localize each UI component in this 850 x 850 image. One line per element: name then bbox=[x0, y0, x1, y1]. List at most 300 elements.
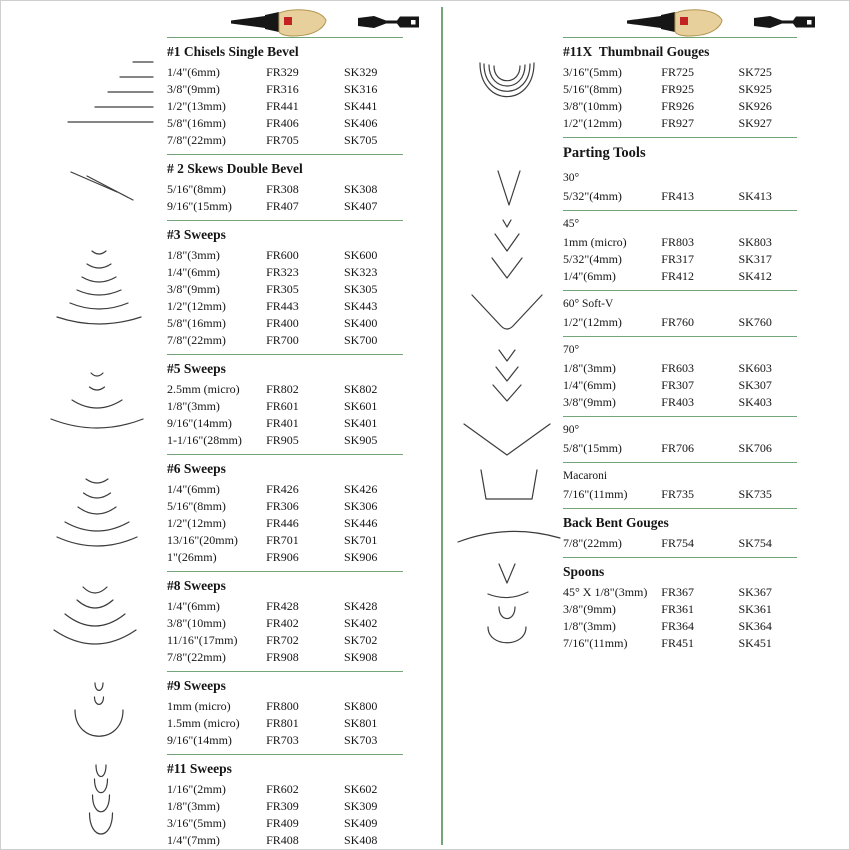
table-row bbox=[167, 247, 403, 264]
sk-code: SK307 bbox=[738, 378, 772, 392]
sk-code: SK364 bbox=[738, 619, 772, 633]
subsection-title: 60° Soft-V bbox=[563, 298, 614, 310]
table-row bbox=[563, 314, 797, 331]
section-title: #1 Chisels Single Bevel bbox=[167, 44, 299, 59]
fr-code: FR803 bbox=[661, 235, 694, 249]
section-table bbox=[563, 210, 797, 290]
sk-code: SK600 bbox=[343, 248, 378, 262]
sk-code: SK800 bbox=[343, 699, 378, 713]
sk-code: SK406 bbox=[343, 116, 378, 130]
table-row bbox=[563, 234, 797, 251]
fr-code: FR408 bbox=[266, 833, 299, 847]
sk-code: SK409 bbox=[343, 816, 378, 830]
table-row bbox=[167, 81, 403, 98]
size-cell: 5/16"(8mm) bbox=[563, 82, 622, 96]
fr-code: FR323 bbox=[266, 265, 299, 279]
fr-code: FR426 bbox=[266, 482, 299, 496]
table-row bbox=[563, 535, 797, 552]
subsection-title: Macaroni bbox=[563, 470, 608, 482]
fr-code: FR317 bbox=[661, 252, 694, 266]
size-cell: 1/4"(6mm) bbox=[167, 265, 220, 279]
table-row bbox=[167, 498, 403, 515]
fr-code: FR329 bbox=[266, 65, 299, 79]
section-title: # 2 Skews Double Bevel bbox=[167, 161, 303, 176]
table-row bbox=[167, 381, 403, 398]
fr-code: FR705 bbox=[266, 133, 299, 147]
size-cell: 3/16"(5mm) bbox=[167, 816, 226, 830]
table-row bbox=[167, 432, 403, 449]
sk-code: SK927 bbox=[738, 116, 772, 130]
catalog-section bbox=[31, 671, 403, 754]
sk-code: SK760 bbox=[738, 315, 772, 329]
section-row bbox=[451, 462, 797, 508]
subsection-title: 30° bbox=[563, 172, 580, 184]
fr-code: FR706 bbox=[661, 441, 694, 455]
sk-code: SK402 bbox=[343, 616, 378, 630]
table-row bbox=[167, 181, 403, 198]
sk-code: SK306 bbox=[343, 499, 378, 513]
sweeps8-icon bbox=[31, 571, 167, 671]
size-cell: 9/16"(15mm) bbox=[167, 199, 232, 213]
sk-code: SK925 bbox=[738, 82, 772, 96]
size-cell: 13/16"(20mm) bbox=[167, 533, 238, 547]
size-cell: 1/2"(12mm) bbox=[167, 516, 226, 530]
sweeps3-icon bbox=[31, 220, 167, 354]
table-row bbox=[167, 515, 403, 532]
sk-code: SK754 bbox=[738, 536, 772, 550]
section-table bbox=[563, 37, 797, 137]
section-row bbox=[451, 557, 797, 657]
section-row bbox=[451, 290, 797, 336]
table-row bbox=[563, 618, 797, 635]
fr-code: FR407 bbox=[266, 199, 299, 213]
catalog-section bbox=[31, 754, 403, 850]
backbent-icon bbox=[451, 508, 563, 557]
table-row bbox=[167, 549, 403, 566]
fr-code: FR800 bbox=[266, 699, 299, 713]
size-cell: 7/16"(11mm) bbox=[563, 636, 628, 650]
section-table bbox=[167, 220, 403, 354]
table-row bbox=[167, 332, 403, 349]
sk-code: SK703 bbox=[343, 733, 378, 747]
section-title: #5 Sweeps bbox=[167, 361, 226, 376]
sweeps6-icon bbox=[31, 454, 167, 571]
table-row bbox=[167, 281, 403, 298]
size-cell: 45° X 1/8"(3mm) bbox=[563, 585, 648, 599]
table-row bbox=[167, 598, 403, 615]
section-row bbox=[451, 37, 797, 137]
section-table bbox=[167, 754, 403, 850]
size-cell: 1/8"(3mm) bbox=[167, 799, 220, 813]
fr-code: FR602 bbox=[266, 782, 299, 796]
sk-code: SK603 bbox=[738, 361, 772, 375]
sk-code: SK802 bbox=[343, 382, 378, 396]
sk-code: SK408 bbox=[343, 833, 378, 847]
sk-code: SK443 bbox=[343, 299, 378, 313]
palm-tool-icon bbox=[229, 7, 329, 37]
size-cell: 1/4"(6mm) bbox=[167, 482, 220, 496]
section-table bbox=[167, 454, 403, 571]
gouges11x-icon bbox=[451, 37, 563, 137]
size-cell: 7/8"(22mm) bbox=[167, 133, 226, 147]
size-cell: 9/16"(14mm) bbox=[167, 416, 232, 430]
section-table bbox=[563, 508, 797, 557]
sk-code: SK451 bbox=[738, 636, 772, 650]
fr-code: FR601 bbox=[266, 399, 299, 413]
fr-code: FR409 bbox=[266, 816, 299, 830]
section-table bbox=[167, 671, 403, 754]
sk-code: SK323 bbox=[343, 265, 378, 279]
size-cell: 3/8"(10mm) bbox=[167, 616, 226, 630]
sk-code: SK309 bbox=[343, 799, 378, 813]
section-table bbox=[563, 137, 797, 165]
sk-code: SK401 bbox=[343, 416, 378, 430]
section-table bbox=[563, 557, 797, 657]
header-tools bbox=[563, 7, 817, 37]
section-row bbox=[31, 671, 403, 754]
sk-code: SK725 bbox=[738, 65, 772, 79]
sk-code: SK446 bbox=[343, 516, 378, 530]
catalog-section bbox=[451, 557, 797, 657]
table-row bbox=[167, 815, 403, 832]
catalog-section bbox=[451, 508, 797, 557]
section-table bbox=[563, 416, 797, 462]
catalog-section bbox=[451, 137, 797, 508]
sk-code: SK367 bbox=[738, 585, 772, 599]
size-cell: 5/16"(8mm) bbox=[167, 182, 226, 196]
size-cell: 1/4"(6mm) bbox=[167, 65, 220, 79]
sk-code: SK905 bbox=[343, 433, 378, 447]
table-row bbox=[167, 132, 403, 149]
fr-code: FR441 bbox=[266, 99, 299, 113]
table-row bbox=[563, 115, 797, 132]
fr-code: FR307 bbox=[661, 378, 694, 392]
section-row bbox=[451, 137, 797, 165]
v90-icon bbox=[451, 416, 563, 462]
size-cell: 7/8"(22mm) bbox=[563, 536, 622, 550]
sk-code: SK400 bbox=[343, 316, 378, 330]
sk-code: SK317 bbox=[738, 252, 772, 266]
table-row bbox=[563, 188, 797, 205]
fr-code: FR451 bbox=[661, 636, 694, 650]
section-title: #9 Sweeps bbox=[167, 678, 226, 693]
table-row bbox=[167, 264, 403, 281]
table-row bbox=[563, 601, 797, 618]
section-table bbox=[167, 571, 403, 671]
sk-code: SK308 bbox=[343, 182, 378, 196]
fr-code: FR401 bbox=[266, 416, 299, 430]
sk-code: SK426 bbox=[343, 482, 378, 496]
table-row bbox=[167, 198, 403, 215]
left-sections bbox=[31, 37, 403, 850]
fr-code: FR905 bbox=[266, 433, 299, 447]
section-row bbox=[31, 154, 403, 220]
table-row bbox=[167, 415, 403, 432]
fr-code: FR603 bbox=[661, 361, 694, 375]
size-cell: 5/32"(4mm) bbox=[563, 189, 622, 203]
fr-code: FR428 bbox=[266, 599, 299, 613]
sweeps9-icon bbox=[31, 671, 167, 754]
size-cell: 5/32"(4mm) bbox=[563, 252, 622, 266]
subsection-title: 45° bbox=[563, 218, 580, 230]
table-row bbox=[167, 64, 403, 81]
table-row bbox=[167, 781, 403, 798]
right-sections bbox=[451, 37, 797, 657]
size-cell: 1-1/16"(28mm) bbox=[167, 433, 242, 447]
sk-code: SK407 bbox=[343, 199, 378, 213]
size-cell: 3/8"(9mm) bbox=[167, 282, 220, 296]
fr-code: FR403 bbox=[661, 395, 694, 409]
size-cell: 1mm (micro) bbox=[563, 235, 627, 249]
sk-code: SK403 bbox=[738, 395, 772, 409]
spoons-icon bbox=[451, 557, 563, 657]
sk-code: SK441 bbox=[343, 99, 378, 113]
size-cell: 7/8"(22mm) bbox=[167, 333, 226, 347]
section-title: #3 Sweeps bbox=[167, 227, 226, 242]
size-cell: 5/16"(8mm) bbox=[167, 499, 226, 513]
chisels-icon bbox=[31, 37, 167, 154]
section-row bbox=[451, 210, 797, 290]
size-cell: 7/8"(22mm) bbox=[167, 650, 226, 664]
catalog-section bbox=[31, 37, 403, 154]
section-table bbox=[563, 336, 797, 416]
table-row bbox=[167, 532, 403, 549]
section-row bbox=[31, 354, 403, 454]
table-row bbox=[563, 98, 797, 115]
fr-code: FR906 bbox=[266, 550, 299, 564]
section-row bbox=[451, 508, 797, 557]
fr-code: FR908 bbox=[266, 650, 299, 664]
sk-code: SK926 bbox=[738, 99, 772, 113]
fr-code: FR367 bbox=[661, 585, 694, 599]
table-row bbox=[167, 615, 403, 632]
sk-code: SK906 bbox=[343, 550, 378, 564]
sk-code: SK801 bbox=[343, 716, 378, 730]
fr-code: FR309 bbox=[266, 799, 299, 813]
section-row bbox=[31, 37, 403, 154]
fr-code: FR600 bbox=[266, 248, 299, 262]
section-title: #8 Sweeps bbox=[167, 578, 226, 593]
table-row bbox=[563, 268, 797, 285]
fr-code: FR412 bbox=[661, 269, 694, 283]
table-row bbox=[563, 377, 797, 394]
fr-code: FR306 bbox=[266, 499, 299, 513]
skews-icon bbox=[31, 154, 167, 220]
v30-icon bbox=[451, 165, 563, 210]
fr-code: FR400 bbox=[266, 316, 299, 330]
catalog-section bbox=[31, 354, 403, 454]
subsection-title: 90° bbox=[563, 424, 580, 436]
table-row bbox=[167, 398, 403, 415]
right-column-header bbox=[451, 7, 797, 37]
size-cell: 1/4"(7mm) bbox=[167, 833, 220, 847]
fr-code: FR308 bbox=[266, 182, 299, 196]
catalog-section bbox=[31, 454, 403, 571]
sk-code: SK700 bbox=[343, 333, 378, 347]
size-cell: 1/16"(2mm) bbox=[167, 782, 226, 796]
fr-code: FR801 bbox=[266, 716, 299, 730]
fr-code: FR703 bbox=[266, 733, 299, 747]
table-row bbox=[167, 649, 403, 666]
table-row bbox=[167, 481, 403, 498]
left-column-header bbox=[31, 7, 403, 37]
fr-code: FR305 bbox=[266, 282, 299, 296]
columns-wrapper bbox=[1, 1, 849, 850]
fr-code: FR927 bbox=[661, 116, 694, 130]
table-row bbox=[563, 360, 797, 377]
table-row bbox=[167, 315, 403, 332]
size-cell: 5/8"(15mm) bbox=[563, 441, 622, 455]
section-title: #11X Thumbnail Gouges bbox=[563, 44, 710, 59]
interchangeable-blade-icon bbox=[357, 13, 421, 31]
fr-code: FR926 bbox=[661, 99, 694, 113]
size-cell: 3/8"(9mm) bbox=[167, 82, 220, 96]
fr-code: FR446 bbox=[266, 516, 299, 530]
section-row bbox=[451, 416, 797, 462]
v45-icon bbox=[451, 210, 563, 290]
macaroni-icon bbox=[451, 462, 563, 508]
table-row bbox=[167, 715, 403, 732]
table-row bbox=[563, 584, 797, 601]
size-cell: 1/4"(6mm) bbox=[563, 269, 616, 283]
table-row bbox=[563, 486, 797, 503]
sk-code: SK329 bbox=[343, 65, 378, 79]
header-tools bbox=[167, 7, 421, 37]
sk-code: SK702 bbox=[343, 633, 378, 647]
fr-code: FR402 bbox=[266, 616, 299, 630]
sweeps11-icon bbox=[31, 754, 167, 850]
section-row bbox=[31, 454, 403, 571]
sk-code: SK735 bbox=[738, 487, 772, 501]
sk-code: SK908 bbox=[343, 650, 378, 664]
sk-code: SK305 bbox=[343, 282, 378, 296]
section-table bbox=[563, 462, 797, 508]
sweeps5-icon bbox=[31, 354, 167, 454]
fr-code: FR725 bbox=[661, 65, 694, 79]
table-row bbox=[563, 251, 797, 268]
table-row bbox=[167, 832, 403, 849]
catalog-section bbox=[451, 37, 797, 137]
size-cell: 1.5mm (micro) bbox=[167, 716, 240, 730]
column-divider bbox=[441, 7, 443, 845]
sk-code: SK706 bbox=[738, 441, 772, 455]
table-row bbox=[167, 698, 403, 715]
size-cell: 7/16"(11mm) bbox=[563, 487, 628, 501]
size-cell: 1/8"(3mm) bbox=[563, 619, 616, 633]
sk-code: SK601 bbox=[343, 399, 378, 413]
fr-code: FR760 bbox=[661, 315, 694, 329]
table-row bbox=[167, 798, 403, 815]
size-cell: 1/2"(12mm) bbox=[563, 315, 622, 329]
size-cell: 3/16"(5mm) bbox=[563, 65, 622, 79]
size-cell: 2.5mm (micro) bbox=[167, 382, 240, 396]
sk-code: SK803 bbox=[738, 235, 772, 249]
section-title: #6 Sweeps bbox=[167, 461, 226, 476]
table-row bbox=[563, 64, 797, 81]
size-cell: 1/8"(3mm) bbox=[167, 399, 220, 413]
table-row bbox=[563, 394, 797, 411]
fr-code: FR754 bbox=[661, 536, 694, 550]
size-cell: 3/8"(9mm) bbox=[563, 395, 616, 409]
sk-code: SK361 bbox=[738, 602, 772, 616]
subsection-title: 70° bbox=[563, 344, 580, 356]
section-title: Parting Tools bbox=[563, 145, 646, 161]
catalog-section bbox=[31, 571, 403, 671]
section-row bbox=[451, 336, 797, 416]
interchangeable-blade-icon bbox=[753, 13, 817, 31]
size-cell: 1/8"(3mm) bbox=[167, 248, 220, 262]
size-cell: 1mm (micro) bbox=[167, 699, 231, 713]
size-cell: 1/4"(6mm) bbox=[167, 599, 220, 613]
section-row bbox=[31, 754, 403, 850]
sk-code: SK413 bbox=[738, 189, 772, 203]
size-cell: 11/16"(17mm) bbox=[167, 633, 238, 647]
sk-code: SK428 bbox=[343, 599, 378, 613]
size-cell: 1/2"(12mm) bbox=[563, 116, 622, 130]
size-cell: 5/8"(16mm) bbox=[167, 316, 226, 330]
fr-code: FR443 bbox=[266, 299, 299, 313]
section-title: Spoons bbox=[563, 564, 605, 579]
sk-code: SK705 bbox=[343, 133, 378, 147]
size-cell: 1/4"(6mm) bbox=[563, 378, 616, 392]
fr-code: FR364 bbox=[661, 619, 694, 633]
section-row bbox=[31, 571, 403, 671]
size-cell: 1/8"(3mm) bbox=[563, 361, 616, 375]
fr-code: FR406 bbox=[266, 116, 299, 130]
section-table bbox=[563, 165, 797, 210]
table-row bbox=[563, 635, 797, 652]
sk-code: SK412 bbox=[738, 269, 772, 283]
table-row bbox=[563, 440, 797, 457]
table-row bbox=[167, 632, 403, 649]
size-cell: 1"(26mm) bbox=[167, 550, 217, 564]
section-title: #11 Sweeps bbox=[167, 761, 232, 776]
section-table bbox=[167, 37, 403, 154]
size-cell: 9/16"(14mm) bbox=[167, 733, 232, 747]
table-row bbox=[167, 732, 403, 749]
fr-code: FR361 bbox=[661, 602, 694, 616]
section-row bbox=[451, 165, 797, 210]
catalog-section bbox=[31, 220, 403, 354]
section-table bbox=[563, 290, 797, 336]
sk-code: SK316 bbox=[343, 82, 378, 96]
fr-code: FR925 bbox=[661, 82, 694, 96]
fr-code: FR735 bbox=[661, 487, 694, 501]
size-cell: 1/2"(12mm) bbox=[167, 299, 226, 313]
fr-code: FR802 bbox=[266, 382, 299, 396]
table-row bbox=[167, 115, 403, 132]
sketch-spacer bbox=[451, 137, 563, 165]
section-table bbox=[167, 354, 403, 454]
v70-icon bbox=[451, 336, 563, 416]
sk-code: SK701 bbox=[343, 533, 378, 547]
table-row bbox=[563, 81, 797, 98]
right-column bbox=[451, 7, 797, 850]
section-table bbox=[167, 154, 403, 220]
fr-code: FR316 bbox=[266, 82, 299, 96]
table-row bbox=[167, 298, 403, 315]
fr-code: FR413 bbox=[661, 189, 694, 203]
section-title: Back Bent Gouges bbox=[563, 515, 669, 530]
section-row bbox=[31, 220, 403, 354]
left-column bbox=[31, 7, 403, 850]
size-cell: 3/8"(9mm) bbox=[563, 602, 616, 616]
table-row bbox=[167, 98, 403, 115]
size-cell: 3/8"(10mm) bbox=[563, 99, 622, 113]
fr-code: FR702 bbox=[266, 633, 299, 647]
v60-icon bbox=[451, 290, 563, 336]
palm-tool-icon bbox=[625, 7, 725, 37]
